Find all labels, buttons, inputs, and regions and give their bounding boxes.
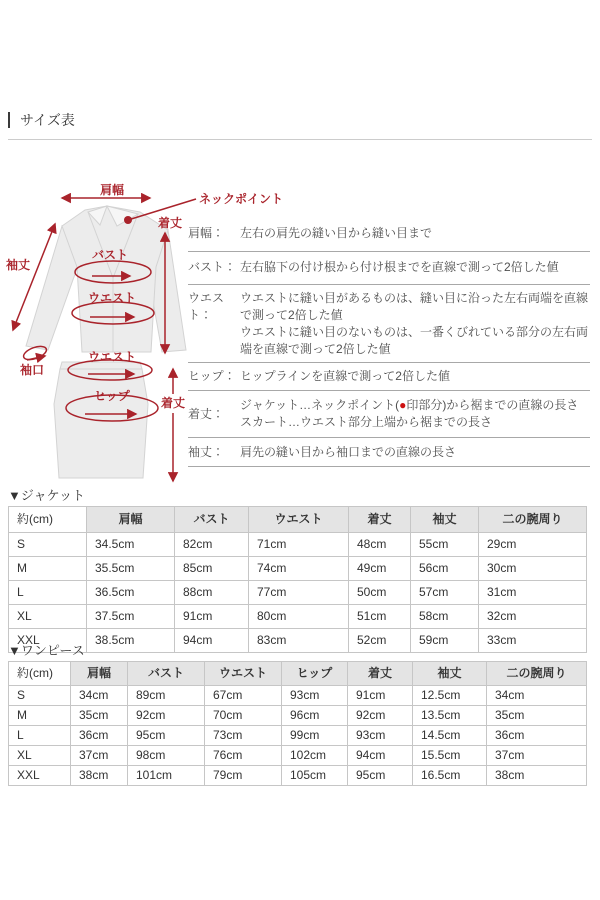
value-cell: 35cm (71, 706, 128, 726)
definition-description: 肩先の縫い目から袖口までの直線の長さ (240, 445, 457, 459)
corner-header-cell: 約(cm) (9, 662, 71, 686)
value-cell: 102cm (282, 746, 348, 766)
neck-point-dot-glyph: ● (399, 398, 407, 412)
diagram-label-jacket-waist: ウエスト (87, 291, 137, 305)
value-cell: 101cm (128, 766, 205, 786)
size-cell: S (9, 533, 87, 557)
value-cell: 29cm (479, 533, 587, 557)
table-row (9, 581, 587, 605)
jacket-body (62, 206, 168, 352)
definition-line (240, 397, 590, 414)
onepiece-table-heading: ▼ワンピース (8, 643, 85, 658)
diagram-label-neck-point: ネックポイント (199, 192, 284, 206)
value-cell: 56cm (411, 557, 479, 581)
value-cell: 16.5cm (413, 766, 487, 786)
skirt-body (54, 369, 148, 478)
definition-row-bust (188, 252, 590, 285)
value-cell: 14.5cm (413, 726, 487, 746)
table-row (9, 533, 587, 557)
value-cell: 79cm (205, 766, 282, 786)
definition-description (240, 397, 590, 431)
table-row (9, 746, 587, 766)
size-cell: L (9, 581, 87, 605)
size-cell: S (9, 686, 71, 706)
value-cell: 70cm (205, 706, 282, 726)
column-header-cell: バスト (175, 507, 249, 533)
page-title (8, 112, 75, 128)
value-cell: 32cm (479, 605, 587, 629)
value-cell: 49cm (349, 557, 411, 581)
title-divider (8, 139, 592, 140)
cuff-measure-ellipse (22, 344, 48, 363)
size-cell: M (9, 706, 71, 726)
table-row (9, 557, 587, 581)
value-cell: 73cm (205, 726, 282, 746)
diagram-label-sleeve-length: 袖丈 (6, 258, 31, 272)
diagram-label-shoulder: 肩幅 (99, 183, 125, 197)
value-cell: 94cm (175, 629, 249, 653)
definition-line: ウエストに縫い目があるものは、縫い目に沿った左右両端を直線で測って2倍した値 (240, 291, 589, 322)
value-cell: 36cm (487, 726, 587, 746)
value-cell: 36.5cm (87, 581, 175, 605)
definition-row-shoulder (188, 216, 590, 252)
value-cell: 12.5cm (413, 686, 487, 706)
value-cell: 98cm (128, 746, 205, 766)
column-header-cell: 肩幅 (87, 507, 175, 533)
table-row (9, 605, 587, 629)
value-cell: 35.5cm (87, 557, 175, 581)
diagram-label-skirt-waist: ウエスト (87, 350, 137, 364)
column-header-cell: 袖丈 (411, 507, 479, 533)
onepiece-size-table (8, 661, 587, 786)
neck-point-dot (124, 216, 132, 224)
size-cell: L (9, 726, 71, 746)
column-header-cell: ウエスト (249, 507, 349, 533)
value-cell: 48cm (349, 533, 411, 557)
column-header-cell: ヒップ (282, 662, 348, 686)
value-cell: 33cm (479, 629, 587, 653)
value-cell: 74cm (249, 557, 349, 581)
table-row (9, 686, 587, 706)
value-cell: 105cm (282, 766, 348, 786)
value-cell: 82cm (175, 533, 249, 557)
value-cell: 34cm (71, 686, 128, 706)
corner-header-cell: 約(cm) (9, 507, 87, 533)
jacket-table-heading: ▼ジャケット (8, 488, 85, 503)
definition-term: 肩幅： (188, 226, 225, 240)
column-header-cell: 着丈 (349, 507, 411, 533)
definition-line: ウエストに縫い目のないものは、一番くびれている部分の左右両端を直線で測って2倍した値 (240, 325, 589, 356)
value-cell: 95cm (128, 726, 205, 746)
value-cell: 93cm (348, 726, 413, 746)
value-cell: 88cm (175, 581, 249, 605)
table-row (9, 726, 587, 746)
value-cell: 51cm (349, 605, 411, 629)
column-header-cell: 肩幅 (71, 662, 128, 686)
size-cell: XXL (9, 766, 71, 786)
jacket-size-section (8, 488, 587, 653)
value-cell: 91cm (348, 686, 413, 706)
value-cell: 92cm (348, 706, 413, 726)
value-cell: 93cm (282, 686, 348, 706)
measurement-definitions (188, 216, 590, 467)
value-cell: 67cm (205, 686, 282, 706)
size-cell: M (9, 557, 87, 581)
value-cell: 52cm (349, 629, 411, 653)
definition-text: ジャケット…ネックポイント( (240, 398, 400, 412)
value-cell: 34.5cm (87, 533, 175, 557)
size-cell: XXL (9, 629, 87, 653)
value-cell: 85cm (175, 557, 249, 581)
column-header-cell: 袖丈 (413, 662, 487, 686)
value-cell: 38cm (487, 766, 587, 786)
definition-text: 印部分)から裾までの直線の長さ (406, 398, 579, 412)
value-cell: 15.5cm (413, 746, 487, 766)
value-cell: 37cm (71, 746, 128, 766)
value-cell: 92cm (128, 706, 205, 726)
value-cell: 37.5cm (87, 605, 175, 629)
size-cell: XL (9, 746, 71, 766)
value-cell: 58cm (411, 605, 479, 629)
value-cell: 13.5cm (413, 706, 487, 726)
column-header-cell: 二の腕周り (487, 662, 587, 686)
onepiece-size-section (8, 643, 587, 786)
column-header-cell: 着丈 (348, 662, 413, 686)
value-cell: 77cm (249, 581, 349, 605)
value-cell: 38.5cm (87, 629, 175, 653)
column-header-cell: 二の腕周り (479, 507, 587, 533)
table-header-row (9, 662, 587, 686)
table-header-row (9, 507, 587, 533)
value-cell: 35cm (487, 706, 587, 726)
jacket-size-table (8, 506, 587, 653)
definition-row-hip (188, 363, 590, 391)
value-cell: 96cm (282, 706, 348, 726)
diagram-label-cuff: 袖口 (20, 363, 45, 377)
value-cell: 36cm (71, 726, 128, 746)
column-header-cell: ウエスト (205, 662, 282, 686)
value-cell: 94cm (348, 746, 413, 766)
definition-row-sleeve (188, 438, 590, 467)
definition-description (240, 290, 590, 358)
value-cell: 71cm (249, 533, 349, 557)
value-cell: 57cm (411, 581, 479, 605)
definition-description: 左右脇下の付け根から付け根までを直線で測って2倍した値 (240, 260, 559, 274)
page-title-text: サイズ表 (8, 112, 75, 128)
definition-term: ヒップ： (188, 369, 236, 383)
definition-term: 着丈： (188, 406, 225, 421)
value-cell: 76cm (205, 746, 282, 766)
definition-description: ヒップラインを直線で測って2倍した値 (240, 369, 450, 383)
diagram-label-jacket-length: 着丈 (158, 216, 183, 230)
value-cell: 91cm (175, 605, 249, 629)
value-cell: 89cm (128, 686, 205, 706)
table-row (9, 766, 587, 786)
value-cell: 80cm (249, 605, 349, 629)
value-cell: 50cm (349, 581, 411, 605)
diagram-label-skirt-length: 着丈 (160, 396, 186, 410)
definition-line: スカート…ウエスト部分上端から裾までの長さ (240, 415, 493, 429)
value-cell: 95cm (348, 766, 413, 786)
definition-description: 左右の肩先の縫い目から縫い目まで (240, 226, 433, 240)
value-cell: 31cm (479, 581, 587, 605)
table-row (9, 706, 587, 726)
diagram-label-hip: ヒップ (94, 389, 130, 403)
value-cell: 37cm (487, 746, 587, 766)
value-cell: 99cm (282, 726, 348, 746)
column-header-cell: バスト (128, 662, 205, 686)
size-cell: XL (9, 605, 87, 629)
definition-row-waist (188, 285, 590, 363)
definition-term: ウエスト： (188, 291, 225, 322)
value-cell: 59cm (411, 629, 479, 653)
definition-row-length (188, 391, 590, 438)
value-cell: 83cm (249, 629, 349, 653)
definition-term: バスト： (188, 260, 237, 274)
cuff-measure-arrow (27, 356, 45, 360)
diagram-label-bust: バスト (91, 248, 129, 262)
value-cell: 55cm (411, 533, 479, 557)
value-cell: 34cm (487, 686, 587, 706)
value-cell: 38cm (71, 766, 128, 786)
definition-term: 袖丈： (188, 445, 225, 459)
value-cell: 30cm (479, 557, 587, 581)
